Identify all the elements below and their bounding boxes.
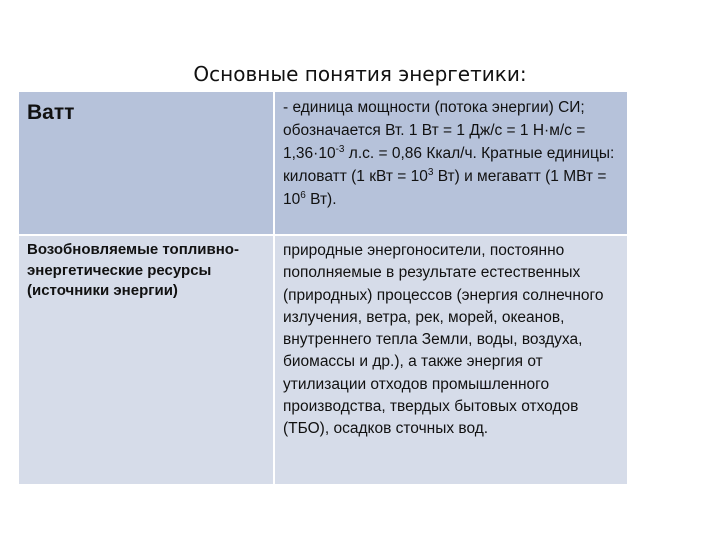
slide-title: Основные понятия энергетики: <box>193 62 527 86</box>
definitions-table <box>19 92 627 484</box>
description-text: природные энергоносители, постоянно пополняемые в результате естественных (природных) процессов (энергия солнечного излучения, ветра, рек, морей, океанов, внутреннего тепла Земли, воды, воздуха, биомассы и др.), а также энергия от утилизации отходов промышленного производства, твердых бытовых отходов (ТБО), осадков сточных вод. <box>283 242 604 438</box>
description-cell <box>274 235 627 484</box>
term-cell <box>19 92 274 235</box>
term-text: Ватт <box>27 101 75 124</box>
table-row <box>19 92 627 235</box>
term-text: Возобновляемые топливно-энергетические ресурсы (источники энергии) <box>27 241 239 299</box>
description-cell <box>274 92 627 235</box>
table-row <box>19 235 627 484</box>
description-text: - единица мощности (потока энергии) СИ; обозначается Вт. 1 Вт = 1 Дж/с = 1 $Н\cdot м/с = 1,36\cdot 10^{-3}$ л.с. = 0,86 Ккал/ч. Кратные единицы: киловатт (1 кВт = $10^3$ Вт) и мегаватт (1 МВт = $10^6$ Вт). <box>283 99 615 208</box>
term-cell <box>19 235 274 484</box>
